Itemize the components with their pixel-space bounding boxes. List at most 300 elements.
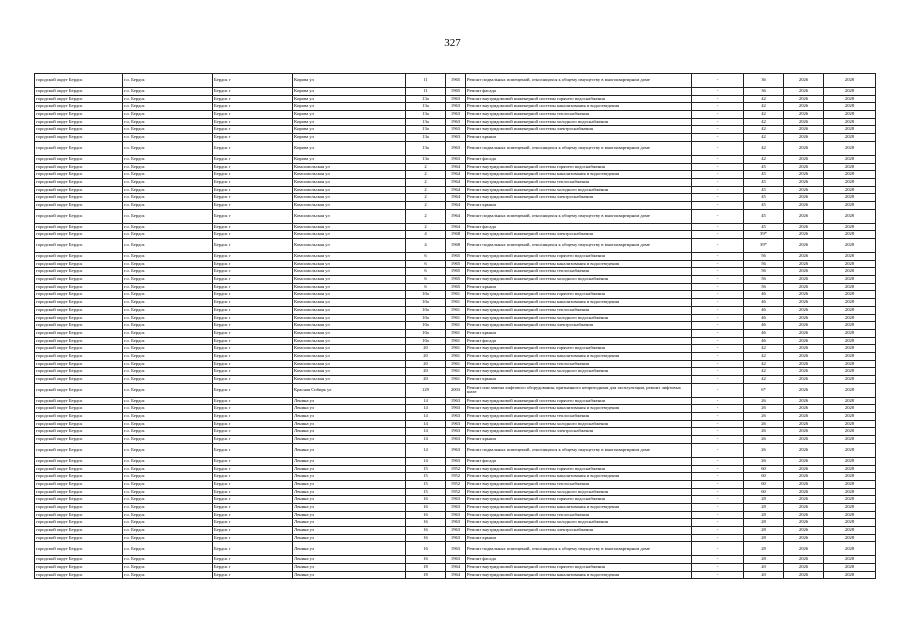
settlement-cell: Бердск г (213, 511, 293, 519)
end-year-cell: 2028 (824, 223, 876, 231)
municipality-cell: городской округ Бердск (35, 420, 123, 428)
apartments-cell: 26 (744, 397, 784, 405)
cost-cell: - (692, 88, 744, 96)
apartments-cell: 28 (744, 542, 784, 556)
municipality-cell: городской округ Бердск (35, 345, 123, 353)
district-cell: г.о. Бердск (123, 118, 213, 126)
settlement-cell: Бердск г (213, 564, 293, 572)
end-year-cell: 2028 (824, 260, 876, 268)
apartments-cell: 46 (744, 306, 784, 314)
work-type-cell: Ремонт внутридомовой инженерной системы теплоснабжения (466, 178, 692, 186)
start-year-cell: 2026 (784, 511, 824, 519)
cost-cell: - (692, 201, 744, 209)
street-cell: Комсомольская ул (293, 291, 406, 299)
street-cell: Комсомольская ул (293, 345, 406, 353)
table-row (35, 268, 876, 276)
end-year-cell: 2028 (824, 283, 876, 291)
street-cell: Ленина ул (293, 571, 406, 579)
cost-cell: - (692, 260, 744, 268)
cost-cell: - (692, 171, 744, 179)
start-year-cell: 2026 (784, 542, 824, 556)
table-row (35, 283, 876, 291)
work-type-cell: Ремонт внутридомовой инженерной системы горячего водоснабжения (466, 397, 692, 405)
table-row (35, 126, 876, 134)
start-year-cell: 2026 (784, 420, 824, 428)
work-type-cell: Ремонт крыши (466, 534, 692, 542)
table-row (35, 329, 876, 337)
district-cell: г.о. Бердск (123, 527, 213, 535)
end-year-cell: 2028 (824, 428, 876, 436)
apartments-cell: 46 (744, 314, 784, 322)
work-type-cell: Ремонт внутридомовой инженерной системы горячего водоснабжения (466, 465, 692, 473)
street-cell: Ленина ул (293, 413, 406, 421)
house-number-cell: 13а (406, 155, 446, 163)
work-type-cell: Ремонт внутридомовой инженерной системы теплоснабжения (466, 268, 692, 276)
municipality-cell: городской округ Бердск (35, 376, 123, 384)
end-year-cell: 2028 (824, 376, 876, 384)
municipality-cell: городской округ Бердск (35, 368, 123, 376)
street-cell: Ленина ул (293, 436, 406, 444)
municipality-cell: городской округ Бердск (35, 126, 123, 134)
house-number-cell: 20 (406, 368, 446, 376)
municipality-cell: городской округ Бердск (35, 542, 123, 556)
municipality-cell: городской округ Бердск (35, 186, 123, 194)
street-cell: Ленина ул (293, 465, 406, 473)
municipality-cell: городской округ Бердск (35, 383, 123, 397)
start-year-cell: 2026 (784, 519, 824, 527)
start-year-cell: 2026 (784, 405, 824, 413)
work-type-cell: Ремонт фасада (466, 223, 692, 231)
settlement-cell: Бердск г (213, 383, 293, 397)
street-cell: Комсомольская ул (293, 194, 406, 202)
apartments-cell: 45 (744, 171, 784, 179)
street-cell: Комсомольская ул (293, 239, 406, 253)
street-cell: Ленина ул (293, 503, 406, 511)
settlement-cell: Бердск г (213, 186, 293, 194)
apartments-cell: 42 (744, 111, 784, 119)
end-year-cell: 2028 (824, 299, 876, 307)
end-year-cell: 2028 (824, 276, 876, 284)
street-cell: Комсомольская ул (293, 352, 406, 360)
municipality-cell: городской округ Бердск (35, 443, 123, 457)
district-cell: г.о. Бердск (123, 209, 213, 223)
house-number-cell: 20 (406, 345, 446, 353)
settlement-cell: Бердск г (213, 299, 293, 307)
apartments-cell: 46 (744, 299, 784, 307)
start-year-cell: 2026 (784, 436, 824, 444)
work-type-cell: Ремонт внутридомовой инженерной системы теплоснабжения (466, 511, 692, 519)
start-year-cell: 2026 (784, 155, 824, 163)
settlement-cell: Бердск г (213, 428, 293, 436)
district-cell: г.о. Бердск (123, 253, 213, 261)
cost-cell: - (692, 209, 744, 223)
settlement-cell: Бердск г (213, 178, 293, 186)
district-cell: г.о. Бердск (123, 420, 213, 428)
end-year-cell: 2028 (824, 420, 876, 428)
start-year-cell: 2026 (784, 201, 824, 209)
table-row (35, 299, 876, 307)
house-number-cell: 10а (406, 306, 446, 314)
settlement-cell: Бердск г (213, 473, 293, 481)
settlement-cell: Бердск г (213, 155, 293, 163)
start-year-cell: 2026 (784, 428, 824, 436)
house-number-cell: 10а (406, 291, 446, 299)
work-type-cell: Ремонт внутридомовой инженерной системы электроснабжения (466, 527, 692, 535)
house-number-cell: 18 (406, 564, 446, 572)
municipality-cell: городской округ Бердск (35, 239, 123, 253)
end-year-cell: 2028 (824, 503, 876, 511)
house-number-cell: 14 (406, 405, 446, 413)
apartments-cell: 28 (744, 511, 784, 519)
table-row (35, 163, 876, 171)
build-year-cell: 1963 (446, 511, 466, 519)
cost-cell: - (692, 306, 744, 314)
district-cell: г.о. Бердск (123, 201, 213, 209)
district-cell: г.о. Бердск (123, 436, 213, 444)
start-year-cell: 2026 (784, 534, 824, 542)
end-year-cell: 2028 (824, 436, 876, 444)
settlement-cell: Бердск г (213, 542, 293, 556)
house-number-cell: 2 (406, 163, 446, 171)
settlement-cell: Бердск г (213, 171, 293, 179)
work-type-cell: Ремонт внутридомовой инженерной системы горячего водоснабжения (466, 496, 692, 504)
work-type-cell: Ремонт крыши (466, 329, 692, 337)
build-year-cell: 1963 (446, 527, 466, 535)
cost-cell: - (692, 511, 744, 519)
build-year-cell: 1963 (446, 519, 466, 527)
table-row (35, 74, 876, 88)
house-number-cell: 18 (406, 571, 446, 579)
street-cell: Комсомольская ул (293, 223, 406, 231)
apartments-cell: 56 (744, 276, 784, 284)
municipality-cell: городской округ Бердск (35, 231, 123, 239)
work-type-cell: Ремонт подвальных помещений, относящихся к общему имуществу в многоквартирном доме (466, 542, 692, 556)
cost-cell: - (692, 527, 744, 535)
table-row (35, 457, 876, 465)
house-number-cell: 6 (406, 276, 446, 284)
district-cell: г.о. Бердск (123, 376, 213, 384)
street-cell: Комсомольская ул (293, 314, 406, 322)
street-cell: Комсомольская ул (293, 329, 406, 337)
table-row (35, 534, 876, 542)
cost-cell: - (692, 473, 744, 481)
start-year-cell: 2026 (784, 118, 824, 126)
settlement-cell: Бердск г (213, 329, 293, 337)
settlement-cell: Бердск г (213, 118, 293, 126)
end-year-cell: 2028 (824, 337, 876, 345)
build-year-cell: 1964 (446, 223, 466, 231)
table-row (35, 527, 876, 535)
end-year-cell: 2028 (824, 368, 876, 376)
municipality-cell: городской округ Бердск (35, 155, 123, 163)
municipality-cell: городской округ Бердск (35, 306, 123, 314)
start-year-cell: 2026 (784, 352, 824, 360)
street-cell: Комсомольская ул (293, 231, 406, 239)
district-cell: г.о. Бердск (123, 111, 213, 119)
build-year-cell: 1963 (446, 503, 466, 511)
house-number-cell: 14 (406, 457, 446, 465)
table-row (35, 134, 876, 142)
apartments-cell: 56 (744, 268, 784, 276)
house-number-cell: 16 (406, 542, 446, 556)
table-row (35, 194, 876, 202)
municipality-cell: городской округ Бердск (35, 118, 123, 126)
district-cell: г.о. Бердск (123, 276, 213, 284)
cost-cell: - (692, 360, 744, 368)
apartments-cell: 42 (744, 352, 784, 360)
end-year-cell: 2028 (824, 564, 876, 572)
settlement-cell: Бердск г (213, 111, 293, 119)
apartments-cell: 28 (744, 527, 784, 535)
start-year-cell: 2026 (784, 503, 824, 511)
table-row (35, 322, 876, 330)
build-year-cell: 1965 (446, 260, 466, 268)
work-type-cell: Ремонт внутридомовой инженерной системы канализования и водоотведения (466, 103, 692, 111)
end-year-cell: 2028 (824, 194, 876, 202)
settlement-cell: Бердск г (213, 194, 293, 202)
cost-cell: - (692, 231, 744, 239)
build-year-cell: 1963 (446, 420, 466, 428)
apartments-cell: 42 (744, 360, 784, 368)
settlement-cell: Бердск г (213, 352, 293, 360)
house-number-cell: 2 (406, 171, 446, 179)
build-year-cell: 1961 (446, 345, 466, 353)
end-year-cell: 2028 (824, 314, 876, 322)
work-type-cell: Ремонт внутридомовой инженерной системы теплоснабжения (466, 111, 692, 119)
apartments-cell: 20 (744, 564, 784, 572)
apartments-cell: 60 (744, 465, 784, 473)
table-row (35, 397, 876, 405)
work-type-cell: Ремонт фасада (466, 556, 692, 564)
build-year-cell: 2003 (446, 383, 466, 397)
house-number-cell: 2 (406, 209, 446, 223)
start-year-cell: 2026 (784, 488, 824, 496)
street-cell: Ленина ул (293, 488, 406, 496)
apartments-cell: 42 (744, 155, 784, 163)
start-year-cell: 2026 (784, 103, 824, 111)
cost-cell: - (692, 74, 744, 88)
end-year-cell: 2028 (824, 352, 876, 360)
end-year-cell: 2028 (824, 480, 876, 488)
settlement-cell: Бердск г (213, 457, 293, 465)
table-body (35, 74, 876, 579)
work-type-cell: Ремонт внутридомовой инженерной системы канализования и водоотведения (466, 260, 692, 268)
apartments-cell: 26 (744, 443, 784, 457)
build-year-cell: 1968 (446, 231, 466, 239)
district-cell: г.о. Бердск (123, 564, 213, 572)
district-cell: г.о. Бердск (123, 413, 213, 421)
table-row (35, 223, 876, 231)
apartments-cell: 45 (744, 163, 784, 171)
build-year-cell: 1963 (446, 155, 466, 163)
cost-cell: - (692, 103, 744, 111)
build-year-cell: 1961 (446, 306, 466, 314)
district-cell: г.о. Бердск (123, 163, 213, 171)
build-year-cell: 1964 (446, 186, 466, 194)
house-number-cell: 2 (406, 223, 446, 231)
street-cell: Ленина ул (293, 511, 406, 519)
house-number-cell: 6 (406, 268, 446, 276)
apartments-cell: 42 (744, 95, 784, 103)
start-year-cell: 2026 (784, 556, 824, 564)
district-cell: г.о. Бердск (123, 337, 213, 345)
municipality-cell: городской округ Бердск (35, 291, 123, 299)
start-year-cell: 2026 (784, 376, 824, 384)
street-cell: Комсомольская ул (293, 209, 406, 223)
street-cell: Кирова ул (293, 134, 406, 142)
house-number-cell: 16 (406, 519, 446, 527)
table-row (35, 564, 876, 572)
table-row (35, 209, 876, 223)
district-cell: г.о. Бердск (123, 178, 213, 186)
start-year-cell: 2026 (784, 134, 824, 142)
start-year-cell: 2026 (784, 360, 824, 368)
work-type-cell: Ремонт фасада (466, 88, 692, 96)
municipality-cell: городской округ Бердск (35, 413, 123, 421)
house-number-cell: 2 (406, 201, 446, 209)
work-type-cell: Ремонт внутридомовой инженерной системы горячего водоснабжения (466, 95, 692, 103)
district-cell: г.о. Бердск (123, 405, 213, 413)
apartments-cell: 45 (744, 223, 784, 231)
end-year-cell: 2028 (824, 95, 876, 103)
build-year-cell: 1963 (446, 103, 466, 111)
start-year-cell: 2026 (784, 88, 824, 96)
table-row (35, 465, 876, 473)
work-type-cell: Ремонт внутридомовой инженерной системы теплоснабжения (466, 360, 692, 368)
municipality-cell: городской округ Бердск (35, 74, 123, 88)
apartments-cell: 26 (744, 457, 784, 465)
municipality-cell: городской округ Бердск (35, 360, 123, 368)
start-year-cell: 2026 (784, 383, 824, 397)
settlement-cell: Бердск г (213, 443, 293, 457)
municipality-cell: городской округ Бердск (35, 457, 123, 465)
apartments-cell: 42 (744, 141, 784, 155)
build-year-cell: 1964 (446, 201, 466, 209)
house-number-cell: 15 (406, 488, 446, 496)
street-cell: Комсомольская ул (293, 299, 406, 307)
build-year-cell: 1961 (446, 291, 466, 299)
district-cell: г.о. Бердск (123, 223, 213, 231)
end-year-cell: 2028 (824, 473, 876, 481)
start-year-cell: 2026 (784, 564, 824, 572)
work-type-cell: Ремонт внутридомовой инженерной системы холодного водоснабжения (466, 420, 692, 428)
street-cell: Ленина ул (293, 420, 406, 428)
settlement-cell: Бердск г (213, 527, 293, 535)
work-type-cell: Ремонт внутридомовой инженерной системы канализования и водоотведения (466, 405, 692, 413)
table-row (35, 103, 876, 111)
build-year-cell: 1963 (446, 134, 466, 142)
repair-plan-table (34, 73, 876, 579)
end-year-cell: 2028 (824, 201, 876, 209)
start-year-cell: 2026 (784, 306, 824, 314)
apartments-cell: 56 (744, 283, 784, 291)
apartments-cell: 46 (744, 291, 784, 299)
start-year-cell: 2026 (784, 231, 824, 239)
street-cell: Кирова ул (293, 88, 406, 96)
table-row (35, 276, 876, 284)
table-row (35, 488, 876, 496)
district-cell: г.о. Бердск (123, 542, 213, 556)
house-number-cell: 20 (406, 352, 446, 360)
build-year-cell: 1965 (446, 74, 466, 88)
end-year-cell: 2028 (824, 383, 876, 397)
street-cell: Ленина ул (293, 457, 406, 465)
work-type-cell: Ремонт внутридомовой инженерной системы холодного водоснабжения (466, 276, 692, 284)
apartments-cell: 45 (744, 209, 784, 223)
work-type-cell: Ремонт внутридомовой инженерной системы электроснабжения (466, 322, 692, 330)
settlement-cell: Бердск г (213, 413, 293, 421)
end-year-cell: 2028 (824, 534, 876, 542)
street-cell: Ленина ул (293, 428, 406, 436)
build-year-cell: 1961 (446, 376, 466, 384)
table-row (35, 337, 876, 345)
table-row (35, 306, 876, 314)
apartments-cell: 45 (744, 194, 784, 202)
apartments-cell: 36 (744, 88, 784, 96)
start-year-cell: 2026 (784, 291, 824, 299)
work-type-cell: Ремонт подвальных помещений, относящихся к общему имуществу в многоквартирном доме (466, 239, 692, 253)
cost-cell: - (692, 118, 744, 126)
district-cell: г.о. Бердск (123, 465, 213, 473)
end-year-cell: 2028 (824, 542, 876, 556)
end-year-cell: 2028 (824, 413, 876, 421)
apartments-cell: 46 (744, 337, 784, 345)
settlement-cell: Бердск г (213, 337, 293, 345)
apartments-cell: 39* (744, 239, 784, 253)
district-cell: г.о. Бердск (123, 457, 213, 465)
start-year-cell: 2026 (784, 74, 824, 88)
street-cell: Комсомольская ул (293, 253, 406, 261)
work-type-cell: Ремонт внутридомовой инженерной системы электроснабжения (466, 126, 692, 134)
start-year-cell: 2026 (784, 457, 824, 465)
build-year-cell: 1965 (446, 88, 466, 96)
apartments-cell: 28 (744, 556, 784, 564)
end-year-cell: 2028 (824, 111, 876, 119)
settlement-cell: Бердск г (213, 141, 293, 155)
cost-cell: - (692, 178, 744, 186)
municipality-cell: городской округ Бердск (35, 209, 123, 223)
settlement-cell: Бердск г (213, 314, 293, 322)
house-number-cell: 10а (406, 329, 446, 337)
municipality-cell: городской округ Бердск (35, 201, 123, 209)
cost-cell: - (692, 345, 744, 353)
table-row (35, 443, 876, 457)
table-row (35, 496, 876, 504)
street-cell: Кирова ул (293, 118, 406, 126)
work-type-cell: Ремонт внутридомовой инженерной системы электроснабжения (466, 428, 692, 436)
work-type-cell: Ремонт внутридомовой инженерной системы теплоснабжения (466, 413, 692, 421)
table-row (35, 428, 876, 436)
cost-cell: - (692, 397, 744, 405)
build-year-cell: 1963 (446, 556, 466, 564)
district-cell: г.о. Бердск (123, 352, 213, 360)
start-year-cell: 2026 (784, 283, 824, 291)
build-year-cell: 1963 (446, 436, 466, 444)
end-year-cell: 2028 (824, 268, 876, 276)
municipality-cell: городской округ Бердск (35, 314, 123, 322)
district-cell: г.о. Бердск (123, 443, 213, 457)
build-year-cell: 1965 (446, 268, 466, 276)
street-cell: Кирова ул (293, 103, 406, 111)
cost-cell: - (692, 283, 744, 291)
house-number-cell: 13а (406, 134, 446, 142)
settlement-cell: Бердск г (213, 239, 293, 253)
work-type-cell: Ремонт внутридомовой инженерной системы горячего водоснабжения (466, 163, 692, 171)
work-type-cell: Ремонт фасада (466, 457, 692, 465)
build-year-cell: 1964 (446, 178, 466, 186)
municipality-cell: городской округ Бердск (35, 511, 123, 519)
apartments-cell: 45 (744, 178, 784, 186)
